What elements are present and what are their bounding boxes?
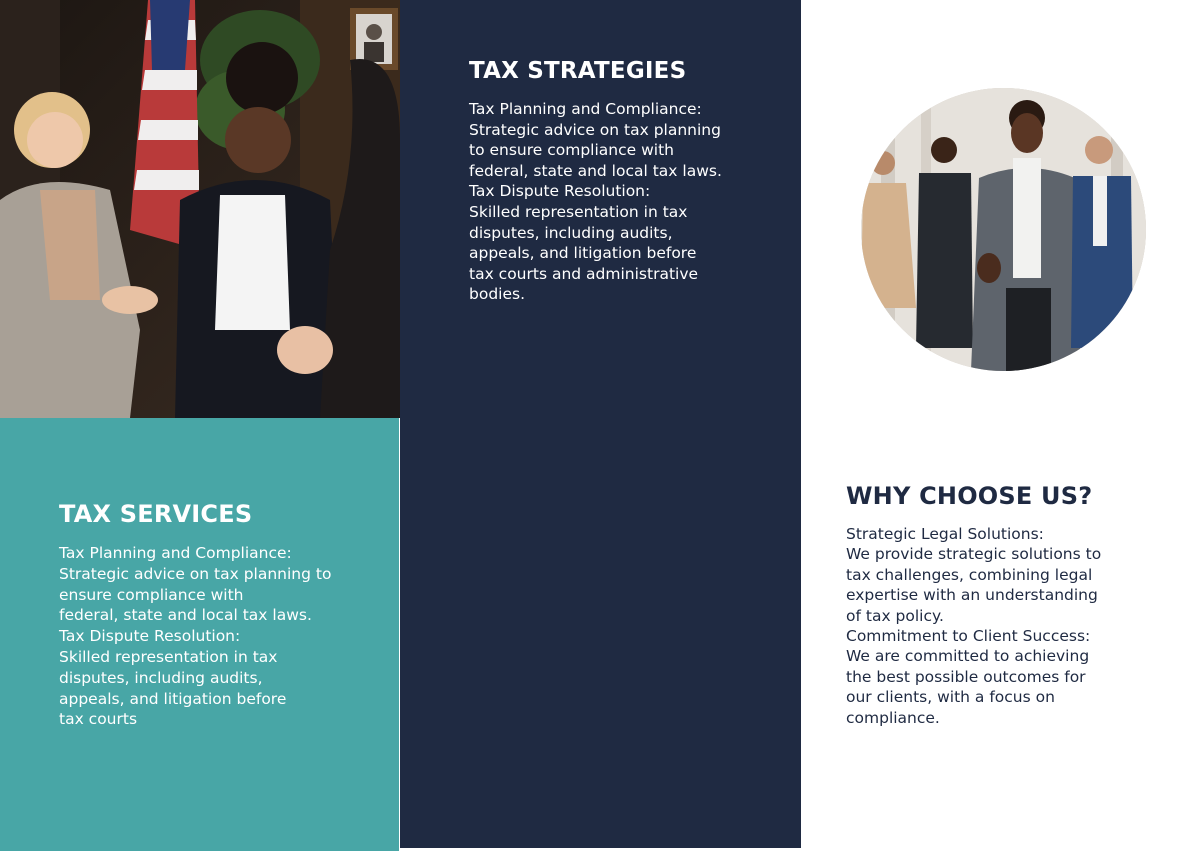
text-line: Skilled representation in tax bbox=[59, 647, 278, 666]
text-line: Tax Dispute Resolution: bbox=[59, 627, 241, 646]
tax-services-text bbox=[59, 543, 331, 730]
text-line: tax courts and administrative bbox=[469, 264, 699, 283]
text-line: tax courts bbox=[59, 710, 138, 729]
text-line: bodies. bbox=[469, 285, 526, 304]
text-line: Tax Planning and Compliance: bbox=[469, 100, 702, 118]
meeting-photo-illustration bbox=[0, 0, 400, 418]
left-panel bbox=[0, 0, 400, 851]
text-line: our clients, with a focus on bbox=[846, 688, 1055, 707]
text-line: federal, state and local tax laws. bbox=[59, 606, 312, 625]
text-line: compliance. bbox=[846, 708, 940, 727]
text-line: Tax Dispute Resolution: bbox=[469, 182, 651, 201]
text-line: Tax Planning and Compliance: bbox=[59, 544, 292, 562]
tax-strategies-text bbox=[469, 99, 722, 305]
text-line: Strategic Legal Solutions: bbox=[846, 525, 1044, 543]
team-photo bbox=[861, 88, 1146, 371]
text-line: We are committed to achieving bbox=[846, 647, 1090, 666]
text-line: Commitment to Client Success: bbox=[846, 627, 1091, 646]
meeting-photo bbox=[0, 0, 400, 418]
text-line: ensure compliance with bbox=[59, 585, 244, 604]
text-line: Skilled representation in tax bbox=[469, 202, 688, 221]
text-line: tax challenges, combining legal bbox=[846, 565, 1093, 584]
text-line: disputes, including audits, bbox=[59, 668, 263, 687]
text-line: appeals, and litigation before bbox=[469, 244, 697, 263]
text-line: expertise with an understanding bbox=[846, 586, 1098, 605]
text-line: We provide strategic solutions to bbox=[846, 545, 1102, 564]
text-line: disputes, including audits, bbox=[469, 223, 673, 242]
why-choose-us-heading: WHY CHOOSE US? bbox=[846, 482, 1093, 510]
text-line: to ensure compliance with bbox=[469, 141, 674, 160]
text-line: of tax policy. bbox=[846, 606, 944, 625]
text-line: Strategic advice on tax planning to bbox=[59, 564, 332, 583]
text-line: federal, state and local tax laws. bbox=[469, 161, 722, 180]
tax-strategies-heading: TAX STRATEGIES bbox=[469, 58, 687, 84]
tax-strategies-panel bbox=[400, 0, 801, 848]
why-choose-us-text bbox=[846, 524, 1101, 728]
text-line: appeals, and litigation before bbox=[59, 689, 287, 708]
text-line: Strategic advice on tax planning bbox=[469, 120, 721, 139]
tax-services-heading: TAX SERVICES bbox=[59, 500, 253, 528]
team-photo-illustration bbox=[861, 88, 1146, 371]
why-choose-us-panel bbox=[801, 0, 1200, 851]
text-line: the best possible outcomes for bbox=[846, 667, 1086, 686]
